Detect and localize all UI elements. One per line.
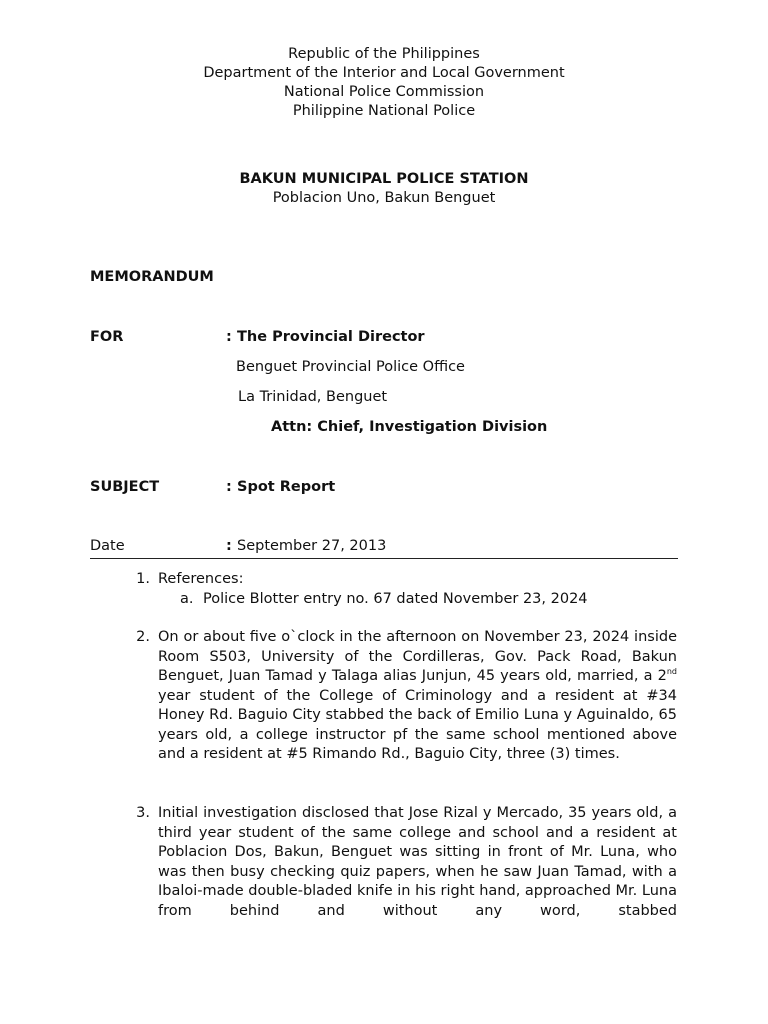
item1a-text: Police Blotter entry no. 67 dated November 23, 2024 bbox=[203, 591, 588, 607]
item2-text-part2: year student of the College of Criminology and a resident at #34 Honey Rd. Baguio City stabbed the back of Emilio Luna y Aguinaldo, 65 years old, a college instructor pf the same school mentioned above and a resident at #5 Rimando Rd., Baguio City, three (3) times. bbox=[158, 687, 677, 762]
item3-text: Initial investigation disclosed that Jose Rizal y Mercado, 35 years old, a third year student of the same college and school and a resident at Poblacion Dos, Bakun, Benguet was sitting in front of Mr. Luna, who was then busy checking quiz papers, when he saw Juan Tamad, with a Ibaloi-made double-bladed knife in his right hand, approached Mr. Luna from behind and without any word, stabbed bbox=[158, 805, 677, 919]
header-commission: National Police Commission bbox=[283, 84, 485, 100]
for-location: La Trinidad, Benguet bbox=[238, 389, 388, 405]
item3-paragraph bbox=[158, 804, 677, 921]
subject-colon: : bbox=[226, 479, 232, 495]
attention-line: Attn: Chief, Investigation Division bbox=[271, 419, 548, 435]
header-divider bbox=[90, 558, 678, 559]
for-label: FOR bbox=[90, 329, 124, 345]
for-value: The Provincial Director bbox=[237, 329, 425, 345]
station-name: BAKUN MUNICIPAL POLICE STATION bbox=[239, 171, 529, 187]
memo-title: MEMORANDUM bbox=[90, 269, 214, 285]
subject-label: SUBJECT bbox=[90, 479, 160, 495]
item1a-letter: a. bbox=[180, 591, 194, 607]
for-office: Benguet Provincial Police Office bbox=[236, 359, 465, 375]
item2-paragraph bbox=[158, 628, 677, 765]
item1-title: References: bbox=[158, 571, 244, 587]
date-label: Date bbox=[90, 538, 125, 554]
item1-number: 1. bbox=[136, 571, 150, 587]
item3-number: 3. bbox=[136, 805, 150, 821]
subject-value: Spot Report bbox=[237, 479, 336, 495]
for-colon: : bbox=[226, 329, 232, 345]
item2-number: 2. bbox=[136, 629, 150, 645]
station-address: Poblacion Uno, Bakun Benguet bbox=[272, 190, 496, 206]
item2-superscript: nd bbox=[666, 667, 677, 676]
item2-text-part1: On or about five o`clock in the afternoon on November 23, 2024 inside Room S503, University of the Cordilleras, Gov. Pack Road, Bakun Benguet, Juan Tamad y Talaga alias Junjun, 45 years old, married, a 2 bbox=[158, 629, 677, 684]
date-value: September 27, 2013 bbox=[237, 538, 387, 554]
header-pnp: Philippine National Police bbox=[292, 103, 476, 119]
header-republic: Republic of the Philippines bbox=[288, 46, 480, 62]
date-colon: : bbox=[226, 538, 232, 554]
header-department: Department of the Interior and Local Government bbox=[203, 65, 565, 81]
